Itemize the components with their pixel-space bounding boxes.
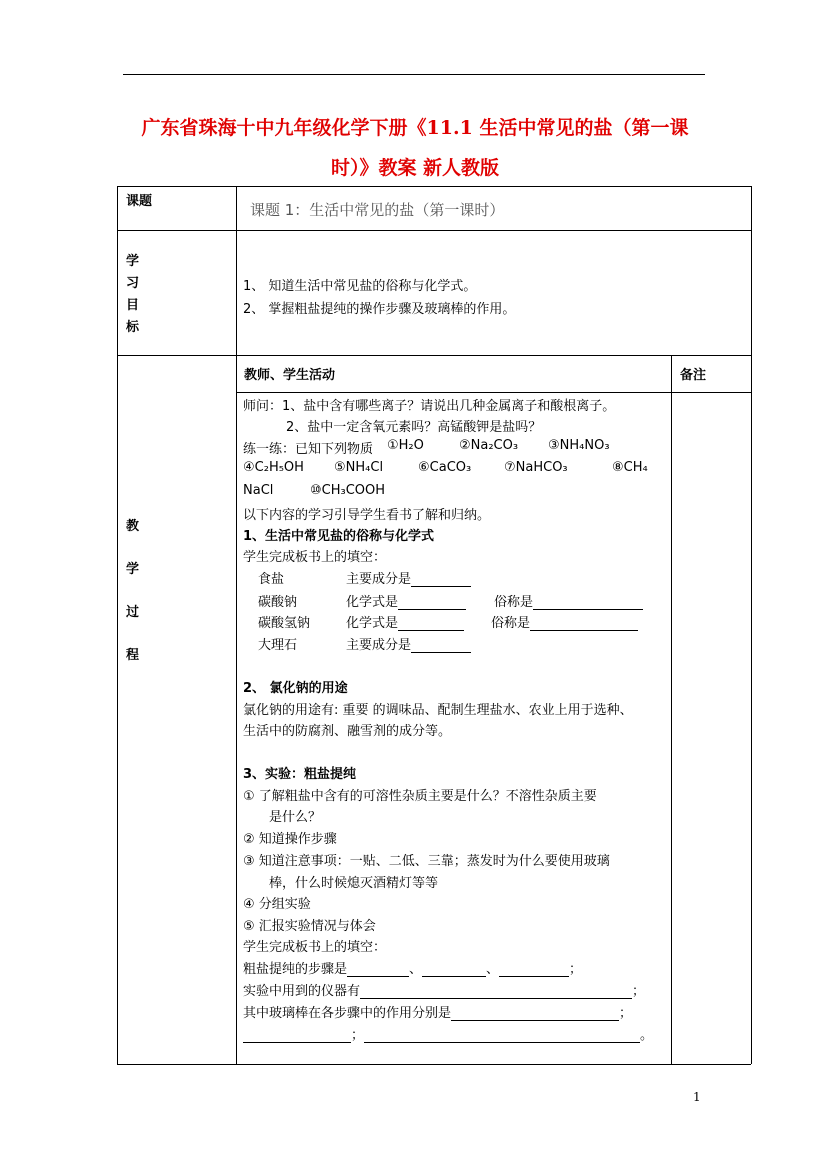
use-line-1: 氯化钠的用途有: 重要 的调味品、配制生理盐水、农业上用于选种、 [243,703,633,718]
instruments-field: 实验中用到的仪器有 ； [243,984,646,999]
topic-label: 课题 [126,194,153,209]
glass-rod-field: 其中玻璃棒在各步骤中的作用分别是 ； [243,1006,633,1021]
fill-intro-2: 学生完成板书上的填空： [243,940,387,955]
page-number: 1 [693,1090,701,1104]
exp-2: ② 知道操作步骤 [243,832,337,847]
substance-7: ⑦NaHCO₃ [504,460,568,475]
question-1: 师问：1、盐中含有哪些离子？请说出几种金属离子和酸根离子。 [243,399,616,414]
exp-3b: 棒，什么时候熄灭酒精灯等等 [269,876,439,891]
substance-1: ①H₂O [387,438,424,453]
exp-3a: ③ 知道注意事项：一贴、二低、三靠；蒸发时为什么要使用玻璃 [243,854,610,869]
salt-1-field: 主要成分是 [346,568,471,587]
fill-intro: 学生完成板书上的填空： [243,550,387,565]
salt-4: 大理石 [258,638,298,653]
process-label: 教 学 过 程 [126,519,140,663]
substance-10: ⑩CH₃COOH [310,483,386,498]
section-2-heading: 2、 氯化钠的用途 [243,681,348,696]
salt-2-name-field: 俗称是 [494,591,643,610]
goal-1: 1、 知道生活中常见盐的俗称与化学式。 [243,279,477,294]
activity-header: 教师、学生活动 [244,368,336,383]
question-2: 2、盐中一定含氧元素吗？高锰酸钾是盐吗？ [286,420,542,435]
exp-1a: ① 了解粗盐中含有的可溶性杂质主要是什么？不溶性杂质主要 [243,789,597,804]
exp-1b: 是什么？ [269,810,322,825]
salt-4-field: 主要成分是 [346,634,471,653]
substance-2: ②Na₂CO₃ [459,438,519,453]
salt-2: 碳酸钠 [258,595,298,610]
use-line-2: 生活中的防腐剂、融雪剂的成分等。 [243,724,452,739]
salt-3-name-field: 俗称是 [491,612,638,631]
page-title: 广东省珠海十中九年级化学下册《11.1 生活中常见的盐（第一课 [141,117,689,139]
salt-1: 食盐 [258,572,285,587]
substance-4: ④C₂H₅OH [243,460,304,475]
remark-header: 备注 [680,368,707,383]
goal-label: 学 习 目 标 [126,254,140,335]
header-rule [123,74,705,75]
substance-5: ⑤NH₄Cl [334,460,384,475]
practice-prefix: 练一练：已知下列物质 [243,442,374,457]
section-3-heading: 3、实验：粗盐提纯 [243,767,357,782]
intro-text: 以下内容的学习引导学生看书了解和归纳。 [243,508,491,523]
topic-value: 课题 1：生活中常见的盐（第一课时） [250,201,505,219]
section-1-heading: 1、生活中常见盐的俗称与化学式 [243,529,435,544]
substance-6: ⑥CaCO₃ [418,460,472,475]
salt-2-formula-field: 化学式是 [346,591,466,610]
salt-3: 碳酸氢钠 [258,616,311,631]
substance-8: ⑧CH₄ [612,460,648,475]
substance-3: ③NH₄NO₃ [548,438,610,453]
goal-2: 2、 掌握粗盐提纯的操作步骤及玻璃棒的作用。 [243,302,516,317]
glass-rod-field-2: ； 。 [243,1024,653,1043]
substance-9: NaCl [243,483,274,498]
page-title-line2: 时）》教案 新人教版 [330,157,500,179]
exp-4: ④ 分组实验 [243,897,311,912]
exp-5: ⑤ 汇报实验情况与体会 [243,919,376,934]
salt-3-formula-field: 化学式是 [346,612,464,631]
steps-field: 粗盐提纯的步骤是 、 、 ； [243,962,583,977]
